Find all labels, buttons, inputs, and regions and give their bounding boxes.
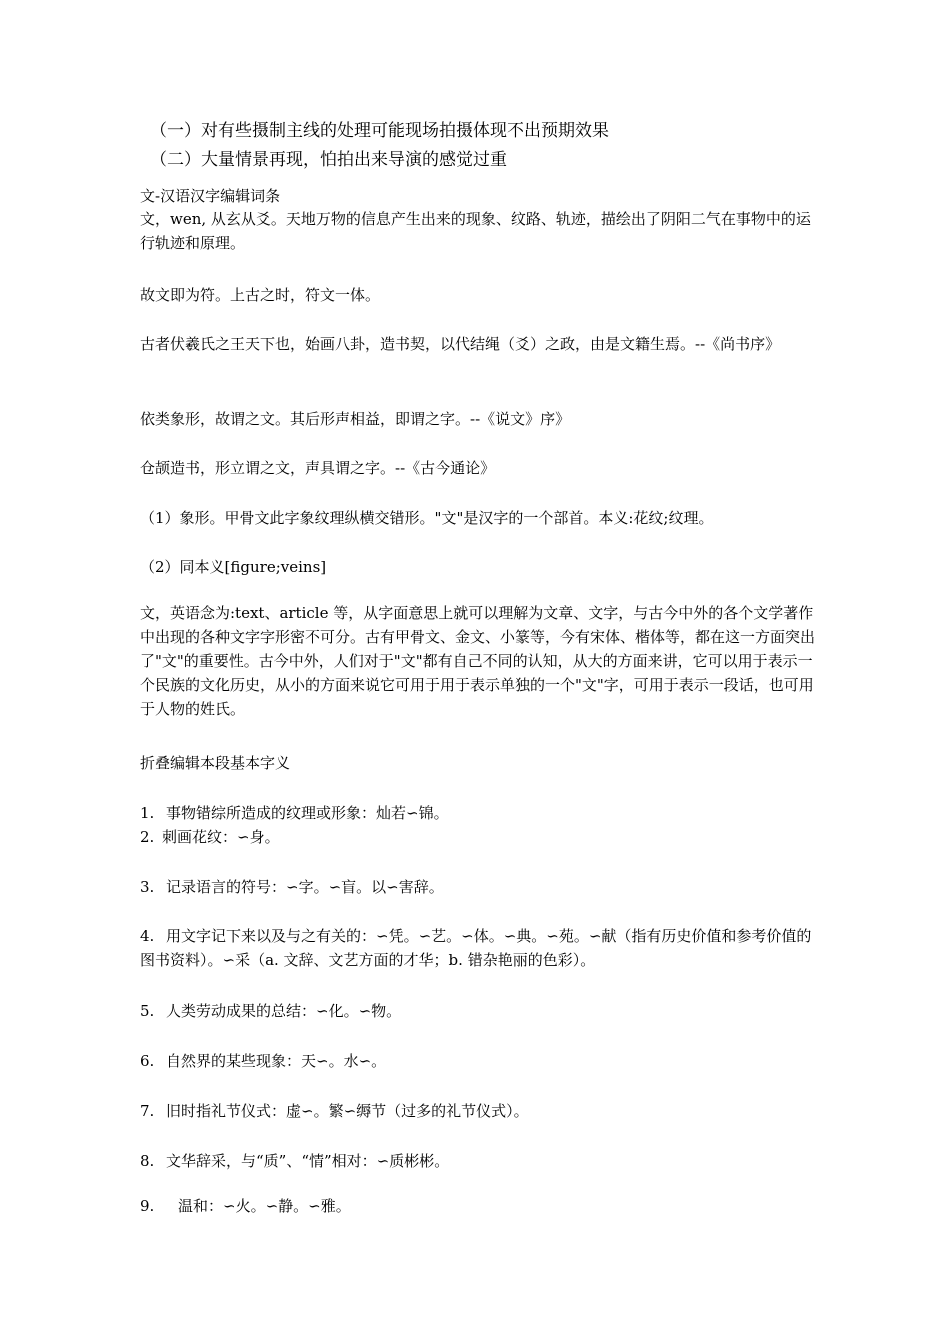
definition-number: 9. [140, 1197, 155, 1215]
definition-number: 8. [140, 1152, 155, 1170]
paragraph-tongben: （2）同本义[figure;veins] [140, 558, 327, 576]
definition-number: 3. [140, 878, 155, 896]
definition-item [140, 924, 818, 972]
definition-item [140, 1050, 386, 1071]
definition-item [140, 1150, 449, 1171]
definition-item [140, 1100, 529, 1121]
paragraph-shangshu: 古者伏羲氏之王天下也，始画八卦，造书契，以代结绳（爻）之政，由是文籍生焉。--《尚书序》 [140, 335, 781, 353]
paragraph-xiangxing: （1）象形。甲骨文此字象纹理纵横交错形。"文"是汉字的一个部首。本义:花纹;纹理。 [140, 509, 714, 527]
definition-text: 用文字记下来以及与之有关的：∽凭。∽艺。∽体。∽典。∽苑。∽献（指有历史价值和参考价值的图书资料）。∽采（a. 文辞、文艺方面的才华；b. 错杂艳丽的色彩）。 [140, 927, 812, 969]
definition-number: 4. [140, 927, 155, 945]
definition-item [140, 802, 449, 823]
definition-number: 1. [140, 804, 155, 822]
paragraph-gujin: 仓颉造书，形立谓之文，声具谓之字。--《古今通论》 [140, 459, 496, 477]
definition-item [140, 1195, 351, 1216]
definition-item [140, 1000, 401, 1021]
definition-text: 记录语言的符号：∽字。∽盲。以∽害辞。 [166, 878, 444, 896]
definition-text: 温和：∽火。∽静。∽雅。 [178, 1197, 351, 1215]
definition-item [140, 876, 444, 897]
paragraph-fu: 故文即为符。上古之时，符文一体。 [140, 286, 381, 304]
definition-item [140, 826, 280, 847]
definition-text: 自然界的某些现象：天∽。水∽。 [166, 1052, 387, 1070]
heading-1: （一）对有些摄制主线的处理可能现场拍摄体现不出预期效果 [150, 121, 609, 141]
definition-text: 事物错综所造成的纹理或形象：灿若∽锦。 [166, 804, 449, 822]
definition-text: 文华辞采，与“质”、“情”相对：∽质彬彬。 [166, 1152, 450, 1170]
definition-text: 旧时指礼节仪式：虚∽。繁∽缛节（过多的礼节仪式）。 [166, 1102, 529, 1120]
paragraph-shuowen: 依类象形，故谓之文。其后形声相益，即谓之字。--《说文》序》 [140, 410, 571, 428]
definition-number: 6. [140, 1052, 155, 1070]
paragraph-english: 文，英语念为:text、article 等，从字面意思上就可以理解为文章、文字，与古今中外的各个文学著作中出现的各种文字字形密不可分。古有甲骨文、金文、小篆等，今有宋体、楷体等，都在这一方面突出了"文"的重要性。古今中外，人们对于"文"都有自己不同的认知，从大的方面来讲，它可以用于表示一个民族的文化历史，从小的方面来说它可用于用于表示单独的一个"文"字，可用于表示一段话，也可用于人物的姓氏。 [140, 604, 816, 718]
definition-number: 5. [140, 1002, 155, 1020]
definition-number: 2. [140, 828, 155, 846]
definition-text: 刺画花纹：∽身。 [162, 828, 280, 846]
heading-2: （二）大量情景再现，怕拍出来导演的感觉过重 [150, 150, 507, 170]
section-heading: 折叠编辑本段基本字义 [140, 754, 291, 772]
entry-title: 文-汉语汉字编辑词条 [140, 187, 281, 205]
definition-text: 人类劳动成果的总结：∽化。∽物。 [166, 1002, 402, 1020]
definition-number: 7. [140, 1102, 155, 1120]
paragraph-intro: 文，wen, 从玄从爻。天地万物的信息产生出来的现象、纹路、轨迹，描绘出了阴阳二气在事物中的运行轨迹和原理。 [140, 210, 811, 252]
